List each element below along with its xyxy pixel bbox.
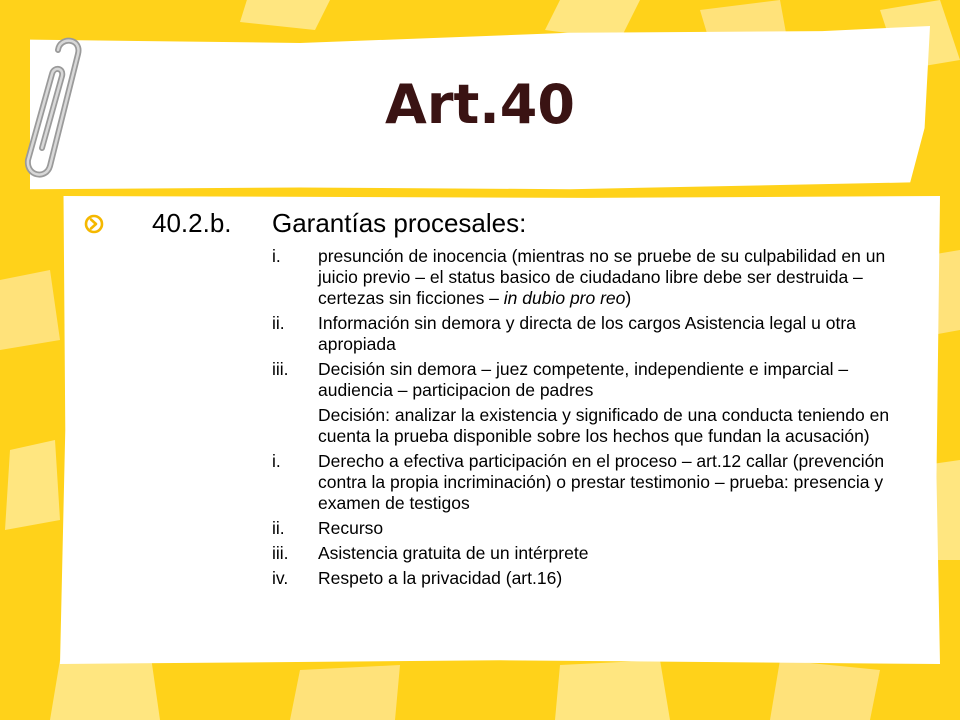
page-title: Art.40 [385, 73, 575, 136]
list-item [272, 246, 892, 309]
list-item [272, 568, 892, 589]
list-marker: iii. [272, 359, 289, 379]
list-marker: ii. [272, 518, 285, 538]
list-item-text: Derecho a efectiva participación en el proceso – art.12 callar (prevención contra la propia incriminación) o prestar testimonio – prueba: presencia y examen de testigos [318, 451, 885, 513]
arrow-circle-icon [84, 214, 104, 234]
list-marker: iii. [272, 543, 289, 563]
section-heading: Garantías procesales: [272, 208, 527, 238]
decision-paragraph: Decisión: analizar la existencia y significado de una conducta teniendo en cuenta la prueba disponible sobre los hechos que fundan la acusación) [318, 405, 890, 446]
list-item-text-suffix: ) [625, 288, 632, 308]
latin-phrase: in dubio pro reo [503, 288, 626, 308]
content-list [272, 246, 892, 593]
list-item-text: Asistencia gratuita de un intérprete [318, 543, 589, 563]
list-item-text [318, 246, 892, 309]
list-marker: i. [272, 451, 281, 471]
list-item [272, 313, 892, 355]
list-marker: ii. [272, 313, 285, 333]
section-number: 40.2.b. [152, 208, 232, 238]
list-item-text: Decisión sin demora – juez competente, independiente e imparcial – audiencia – participacion de padres [318, 359, 849, 400]
list-item [272, 543, 892, 564]
list-item-text: Recurso [318, 518, 384, 538]
list-item-text-main: presunción de inocencia (mientras no se pruebe de su culpabilidad en un juicio previo – el status basico de ciudadano libre debe ser destruida – certezas sin ficciones – [318, 246, 886, 308]
list-marker: iv. [272, 568, 289, 588]
list-item-text: Información sin demora y directa de los cargos Asistencia legal u otra apropiada [318, 313, 856, 354]
list-item-text: Respeto a la privacidad (art.16) [318, 568, 563, 588]
list-item [272, 451, 892, 514]
list-marker: i. [272, 246, 281, 266]
list-item [272, 359, 892, 401]
list-item [272, 518, 892, 539]
